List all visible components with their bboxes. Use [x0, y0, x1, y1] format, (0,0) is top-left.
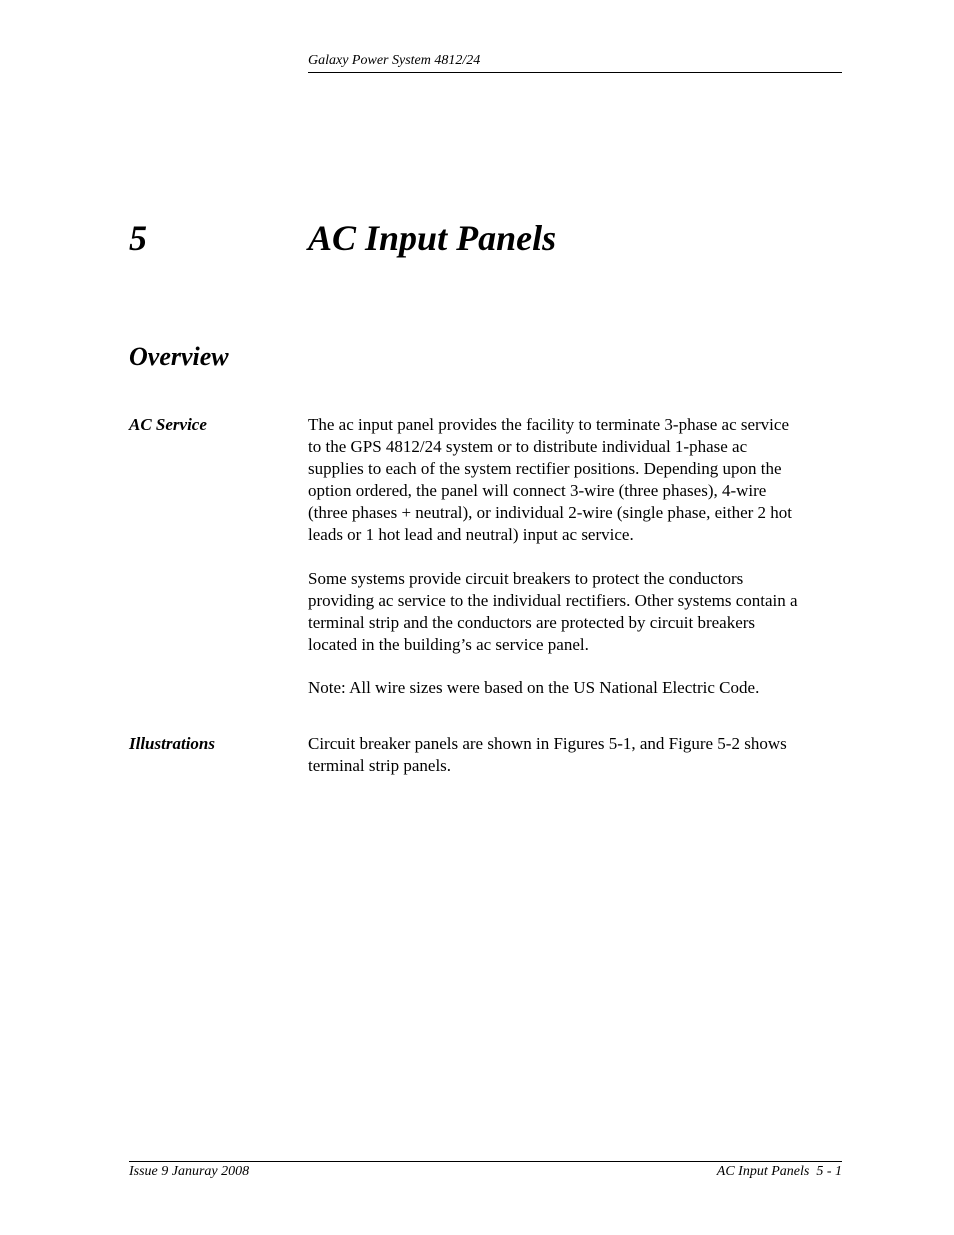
chapter-number: 5: [129, 218, 147, 258]
ac-service-body-2: [308, 568, 842, 656]
text-line: to the GPS 4812/24 system or to distribute individual 1-phase ac: [308, 437, 748, 456]
text-line: option ordered, the panel will connect 3-wire (three phases), 4-wire: [308, 481, 767, 500]
text-line: Circuit breaker panels are shown in Figures 5-1, and Figure 5-2 shows: [308, 734, 787, 753]
illustrations-body: [308, 733, 842, 777]
text-line: providing ac service to the individual rectifiers. Other systems contain a: [308, 591, 798, 610]
text-line: Note: All wire sizes were based on the US National Electric Code.: [308, 678, 760, 697]
ac-service-paragraph-1: [308, 414, 842, 546]
ac-service-note: [308, 677, 842, 699]
footer-issue-date: Issue 9 Januray 2008: [129, 1164, 250, 1179]
side-label-illustrations: Illustrations: [129, 734, 215, 753]
side-label-ac-service: AC Service: [129, 415, 207, 434]
footer-page-number: AC Input Panels 5 - 1: [716, 1164, 842, 1179]
illustrations-paragraph: [308, 733, 842, 777]
running-header-title: Galaxy Power System 4812/24: [308, 53, 481, 68]
text-line: terminal strip panels.: [308, 756, 452, 775]
text-line: The ac input panel provides the facility to terminate 3-phase ac service: [308, 415, 789, 434]
text-line: supplies to each of the system rectifier positions. Depending upon the: [308, 459, 782, 478]
text-line: (three phases + neutral), or individual 2-wire (single phase, either 2 hot: [308, 503, 793, 522]
footer-divider: [129, 1161, 842, 1162]
text-line: located in the building’s ac service panel.: [308, 635, 589, 654]
section-heading-overview: Overview: [129, 342, 229, 371]
chapter-title: AC Input Panels: [308, 218, 557, 258]
text-line: leads or 1 hot lead and neutral) input ac service.: [308, 525, 634, 544]
ac-service-note-block: [308, 677, 842, 699]
text-line: terminal strip and the conductors are protected by circuit breakers: [308, 613, 756, 632]
ac-service-paragraph-2: [308, 568, 842, 656]
text-line: Some systems provide circuit breakers to protect the conductors: [308, 569, 744, 588]
header-divider: [308, 72, 842, 73]
ac-service-body: [308, 414, 842, 546]
